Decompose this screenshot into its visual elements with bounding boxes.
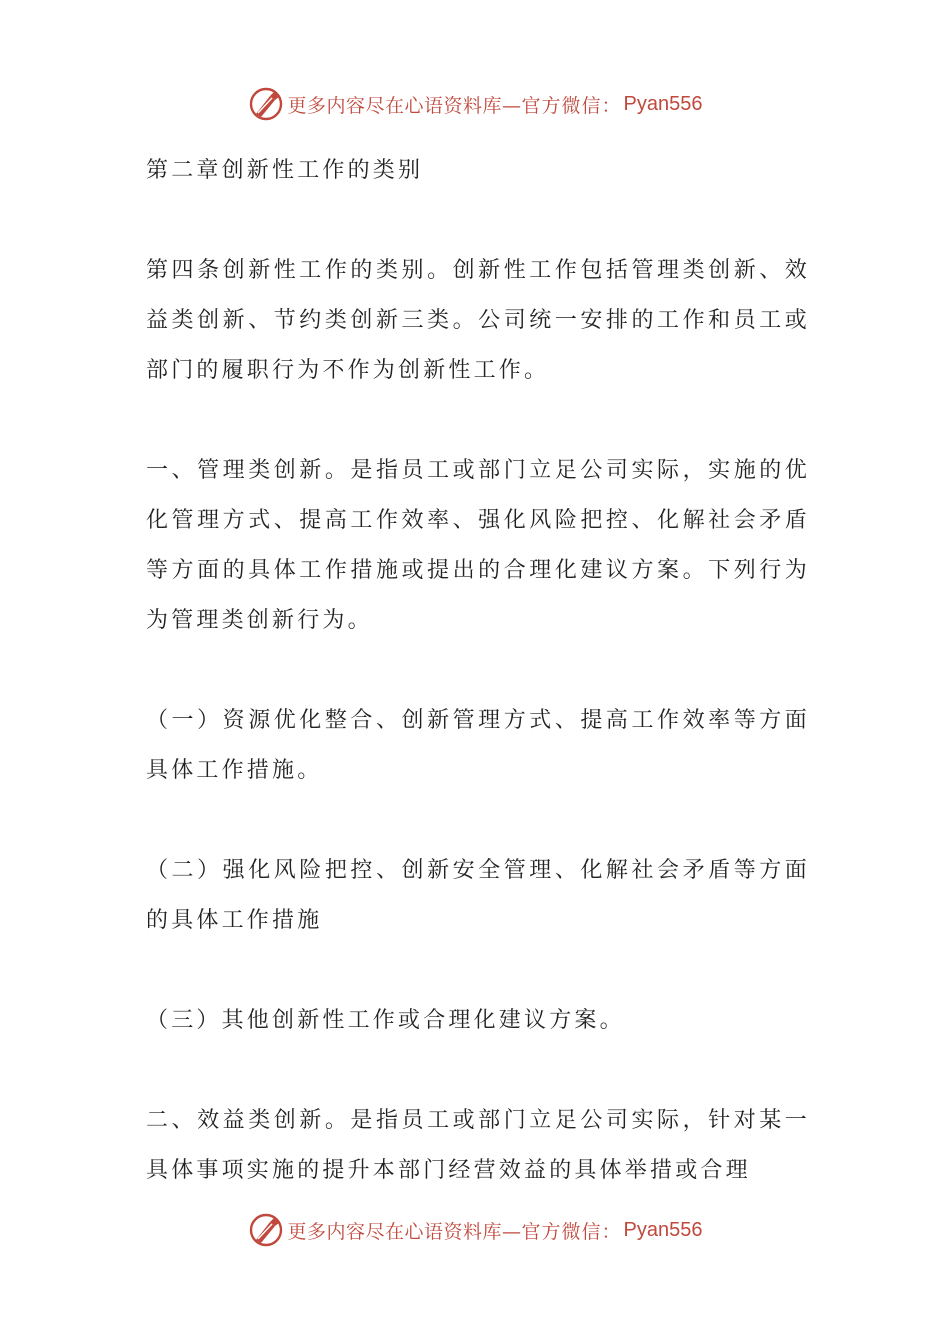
header-watermark-banner (0, 82, 950, 126)
item-2-paragraph: （二）强化风险把控、创新安全管理、化解社会矛盾等方面的具体工作措施 (146, 858, 810, 933)
document-body (146, 146, 810, 1196)
pen-nib-logo-icon (248, 86, 284, 122)
footer-watermark-banner (0, 1208, 950, 1252)
wechat-label: 官方微信： (521, 1220, 622, 1243)
promo-text: 更多内容尽在心语资料库— (287, 94, 522, 117)
article-4-paragraph: 第四条创新性工作的类别。创新性工作包括管理类创新、效益类创新、节约类创新三类。公司统一安排的工作和员工或部门的履职行为不作为创新性工作。 (146, 258, 810, 383)
item-3-paragraph: （三）其他创新性工作或合理化建议方案。 (146, 1008, 625, 1033)
management-innovation-paragraph: 一、管理类创新。是指员工或部门立足公司实际，实施的优化管理方式、提高工作效率、强化风险把控、化解社会矛盾等方面的具体工作措施或提出的合理化建议方案。下列行为为管理类创新行为。 (146, 458, 810, 633)
pen-nib-logo-icon (248, 1212, 284, 1248)
benefit-innovation-paragraph: 二、效益类创新。是指员工或部门立足公司实际，针对某一具体事项实施的提升本部门经营效益的具体举措或合理 (146, 1108, 810, 1183)
wechat-id: Pyan556 (623, 1218, 703, 1241)
wechat-id: Pyan556 (623, 92, 703, 115)
chapter-title: 第二章创新性工作的类别 (146, 158, 424, 183)
wechat-label: 官方微信： (521, 94, 622, 117)
promo-text: 更多内容尽在心语资料库— (287, 1220, 522, 1243)
item-1-paragraph: （一）资源优化整合、创新管理方式、提高工作效率等方面具体工作措施。 (146, 708, 810, 783)
